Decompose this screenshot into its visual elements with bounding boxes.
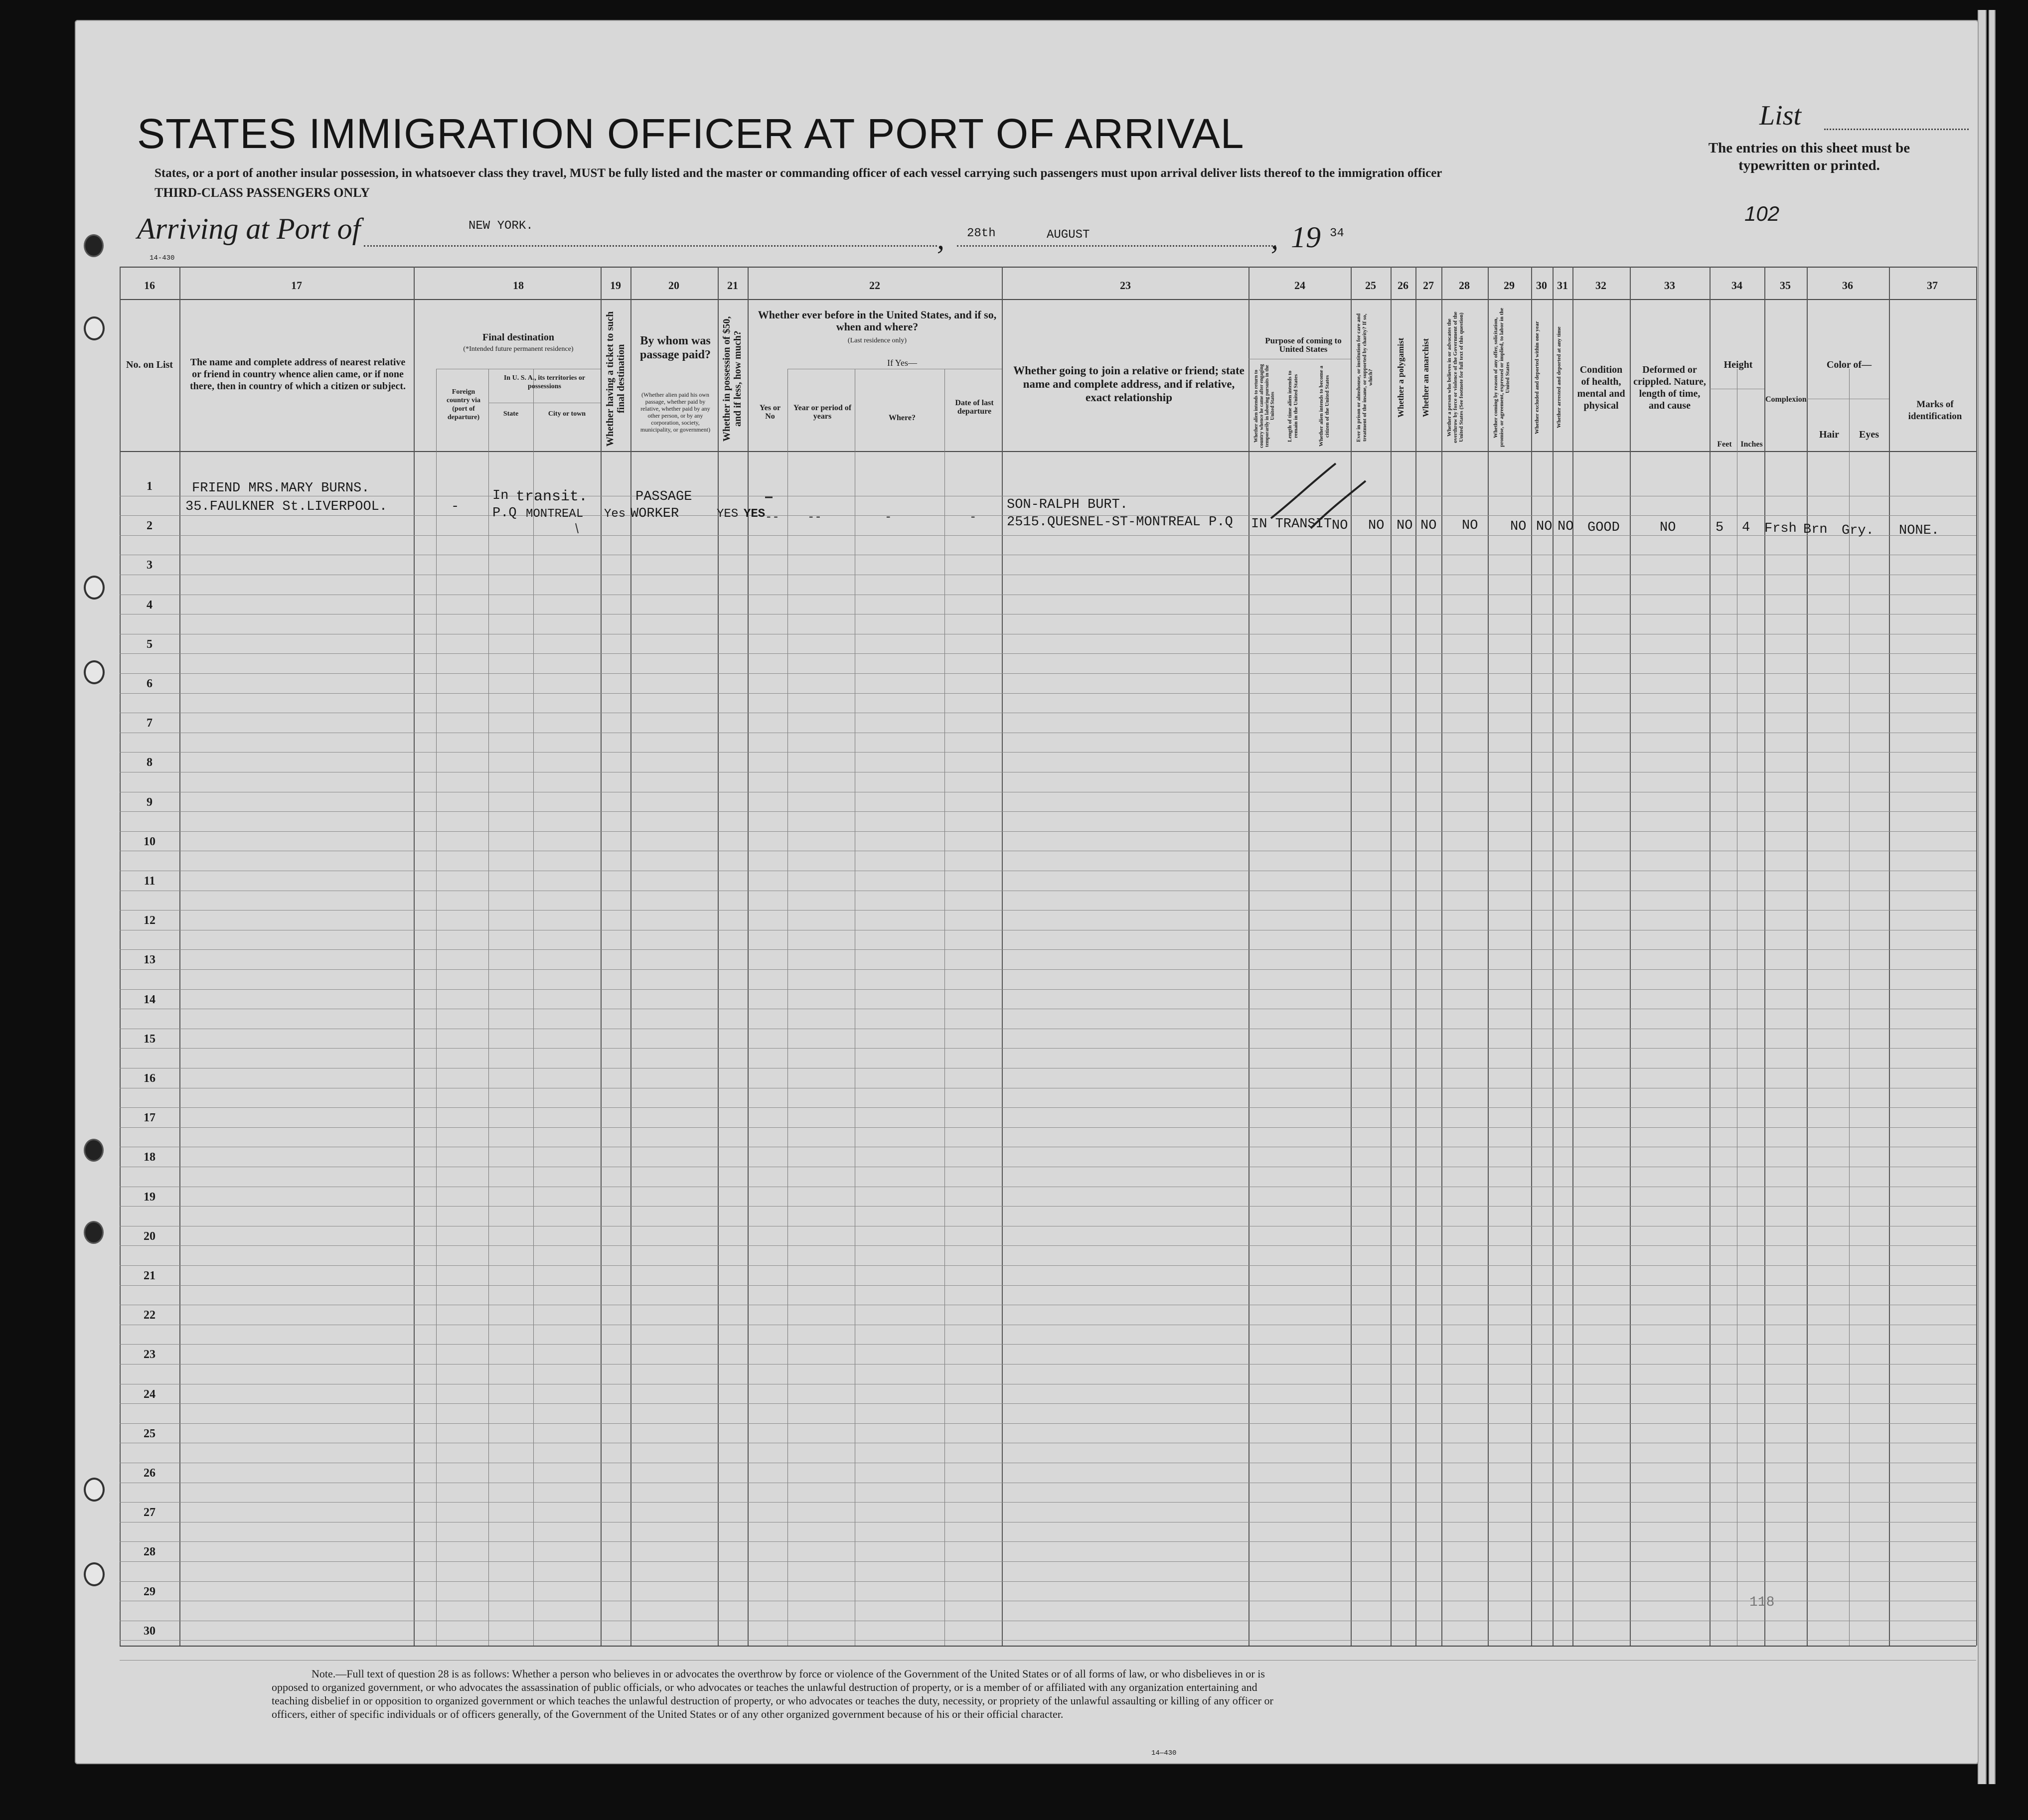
header-c34-feet: Feet [1717,440,1732,449]
margin-mark: 118 [1749,1595,1775,1610]
column-number: 31 [1557,279,1568,292]
manifest-sheet [75,20,1979,1764]
comma: , [1271,222,1278,255]
entry-foreign-country: - [451,499,460,514]
entry-c26: NO [1397,518,1413,533]
column-number: 23 [1120,279,1131,292]
header-c22-year: Year or period of years [793,404,852,421]
entry-ticket: Yes [604,507,626,521]
row-number: 12 [144,914,156,927]
typewritten-note: The entries on this sheet must be typewritten or printed. [1708,140,1910,173]
row-number: 20 [144,1229,156,1243]
header-c20-title: By whom was passage paid? [639,334,711,361]
month-value: AUGUST [1047,228,1090,242]
row-number: 10 [144,835,156,848]
header-c22-title: Whether ever before in the United States, and if so, when and where? [758,308,997,333]
entry-citizen: NO [1332,518,1348,533]
footer-form-code: 14—430 [1151,1749,1177,1757]
entry-purpose: IN TRANSIT [1251,517,1332,532]
entry-inches: 4 [1742,520,1750,535]
entry-paid-line1: PASSAGE [635,489,692,504]
row-number: 30 [144,1624,156,1638]
entry-city-line1: transit. [516,488,588,505]
header-c31: Whether arrested and deported at any time [1556,326,1562,429]
entry-hair: Brn [1803,522,1828,537]
entry-before-yesno: -- [765,511,780,524]
entry-marks: NONE. [1899,523,1940,538]
header-c24-a: Whether alien intends to return to country whence he came after engaging temporarily in laboring pursuits in the United States [1253,364,1275,449]
entry-before-where: - [885,511,892,524]
header-c18-usa: In U. S. A., its territories or possessions [503,374,586,390]
list-label: List [1759,100,1802,131]
entry-money-over: YES [744,507,766,521]
row-number: 8 [147,756,153,769]
row-number: 4 [147,598,153,611]
column-number: 22 [869,279,880,292]
entry-c31: NO [1558,519,1574,534]
class-line: THIRD-CLASS PASSENGERS ONLY [155,185,370,200]
entry-c29: NO [1510,519,1527,534]
row-number: 9 [147,795,153,809]
form-code: 14-430 [150,254,175,262]
entry-deformed: NO [1660,520,1676,535]
row-number: 2 [147,519,153,533]
entry-before-date: - [969,511,977,524]
column-number: 34 [1731,279,1742,292]
header-c37: Marks of identification [1908,399,1962,422]
column-number: 36 [1842,279,1853,292]
row-number: 23 [144,1348,156,1362]
row-number: 1 [147,480,153,493]
entry-joining-line2: 2515.QUESNEL-ST-MONTREAL P.Q [1007,515,1233,530]
header-c18-city: City or town [548,410,586,418]
column-number: 35 [1780,279,1791,292]
row-number: 28 [144,1545,156,1559]
row-number: 11 [144,875,156,888]
row-number: 15 [144,1032,156,1046]
header-c36-hair: Hair [1819,429,1839,440]
entry-state-line2: P.Q [492,506,517,521]
header-c30: Whether excluded and deported within one year [1534,321,1540,434]
row-number: 21 [144,1269,156,1282]
header-c19: Whether having a ticket to such final destination [605,311,626,447]
year-suffix: 34 [1330,227,1344,240]
entry-joining-line1: SON-RALPH BURT. [1007,497,1128,512]
row-number: 3 [147,559,153,572]
entry-city-line2: MONTREAL [526,507,584,521]
entry-c25: NO [1368,518,1385,533]
form-instruction: States, or a port of another insular possession, in whatsoever class they travel, MUST be fully listed and the master or commanding officer of each vessel carrying such passengers must upon arrival deliver lists thereof to the immigration officer [155,166,1442,180]
entry-health: GOOD [1587,520,1620,535]
column-number: 21 [727,279,738,292]
column-number: 17 [291,279,302,292]
header-c24-c: Whether alien intends to become a citizen of the United States [1318,365,1330,447]
entry-feet: 5 [1716,520,1724,535]
column-number: 20 [668,279,679,292]
row-number: 6 [147,677,153,690]
header-c34-inches: Inches [1740,440,1763,449]
comma: , [937,222,944,255]
header-c17: The name and complete address of nearest relative or friend in country whence alien came, or if none there, then in country of which a citizen or subject. [189,357,406,392]
footer-note: Note.—Full text of question 28 is as follows: Whether a person who believes in or advocates the overthrow by force or violence of the Government of the United States or of all forms of law, or who disbelieves in or is opposed to organized government, or who advocates the assassination of public officials, or who advocates or teaches the unlawful destruction of property, or is a member of or affiliated with any organization entertaining and teaching disbelief in or opposition to organized government or which teaches the unlawful destruction of property, or who advocates or teaches the duty, necessity, or propriety of the unlawful assaulting or killing of any officer or officers, either of specific individuals or of officers generally, of the Government of the United States or of any other organized government because of his or their official character. [272,1668,1273,1720]
year-prefix: 19 [1291,221,1321,254]
header-c24-title: Purpose of coming to United States [1265,336,1342,354]
column-number: 29 [1504,279,1515,292]
header-c20-sub: (Whether alien paid his own passage, whether paid by relative, whether paid by any other person, or by any corporation, society, municipality, or government) [640,391,711,433]
entry-relative-line2: 35.FAULKNER St.LIVERPOOL. [185,499,388,514]
header-c23: Whether going to join a relative or friend; state name and complete address, and if relative, exact relationship [1013,364,1245,404]
header-c35: Complexion [1765,395,1807,404]
header-c34-title: Height [1723,359,1753,370]
pen-strokes [75,20,1979,1764]
sheet-number: 102 [1744,202,1780,225]
column-number: 26 [1398,279,1408,292]
header-c22-date: Date of last departure [955,399,994,416]
entry-before-years: -- [807,511,822,524]
header-c18-state: State [503,410,519,418]
row-number: 26 [144,1467,156,1480]
header-c22-ifyes: If Yes— [887,358,917,368]
port-value: NEW YORK. [468,219,533,233]
entry-state-line1: In [492,488,509,503]
entry-complexion: Frsh [1764,521,1797,536]
entry-c30: NO [1536,519,1553,534]
column-number: 28 [1459,279,1470,292]
header-c21: Whether in possession of $50, and if less, how much? [721,316,743,442]
header-c36-eyes: Eyes [1859,429,1879,440]
header-c28: Whether a person who believes in or advocates the overthrow by force or violence of the Government of the United States (See footnote for full text of this question) [1446,311,1464,444]
header-c22-where: Where? [889,414,916,422]
column-number: 16 [144,279,155,292]
day-value: 28th [967,227,996,240]
column-number: 25 [1365,279,1376,292]
column-number: 32 [1595,279,1606,292]
row-number: 17 [144,1111,156,1125]
header-c18-sub: (*Intended future permanent residence) [463,345,574,353]
page-edge-strip [1978,10,1987,1784]
header-c16: No. on List [126,359,173,370]
header-c18-title: Final destination [482,332,554,343]
entry-c28: NO [1462,518,1478,533]
row-number: 22 [144,1309,156,1322]
row-number: 16 [144,1072,156,1085]
page-edge-strip [1989,10,1996,1784]
row-number: 25 [144,1427,156,1440]
column-number: 37 [1927,279,1938,292]
form-title: STATES IMMIGRATION OFFICER AT PORT OF ARRIVAL [137,110,1245,157]
column-number: 33 [1664,279,1675,292]
header-c29: Whether coming by reason of any offer, solicitation, promise, or agreement, expressed or implied, to labor in the United States [1493,307,1511,448]
row-number: 14 [144,993,156,1006]
entry-paid-line2: WORKER [630,506,679,521]
row-number: 29 [144,1585,156,1598]
column-number: 24 [1294,279,1305,292]
header-c27: Whether an anarchist [1421,338,1430,417]
row-number: 24 [144,1387,156,1401]
header-c22-sub: (Last residence only) [847,337,907,344]
column-number: 18 [513,279,524,292]
row-number: 19 [144,1190,156,1204]
header-c26: Whether a polygamist [1396,337,1405,418]
header-c36-title: Color of— [1826,359,1872,370]
column-number: 19 [610,279,621,292]
entry-c27: NO [1420,518,1437,533]
column-number: 27 [1423,279,1434,292]
row-number: 27 [144,1506,156,1519]
entry-relative-line1: FRIEND MRS.MARY BURNS. [192,481,370,496]
entry-eyes: Gry. [1842,523,1874,538]
row-number: 5 [147,637,153,651]
row-number: 13 [144,953,156,967]
header-c32: Condition of health, mental and physical [1577,364,1625,411]
row-number: 7 [147,717,153,730]
row-number: 18 [144,1151,156,1164]
header-c22-yesno: Yes or No [759,404,781,421]
entry-money: YES [717,507,739,521]
header-c25: Ever in prison or almshouse, or institution for care and treatment of the insane, or supported by charity? If so, which? [1356,313,1374,442]
arriving-label: Arriving at Port of [137,212,361,245]
header-c18-foreign: Foreign country via (port of departure) [446,388,481,421]
header-c33: Deformed or crippled. Nature, length of time, and cause [1633,364,1706,411]
header-c24-b: Length of time alien intends to remain in the United States [1287,370,1299,442]
column-number: 30 [1536,279,1547,292]
